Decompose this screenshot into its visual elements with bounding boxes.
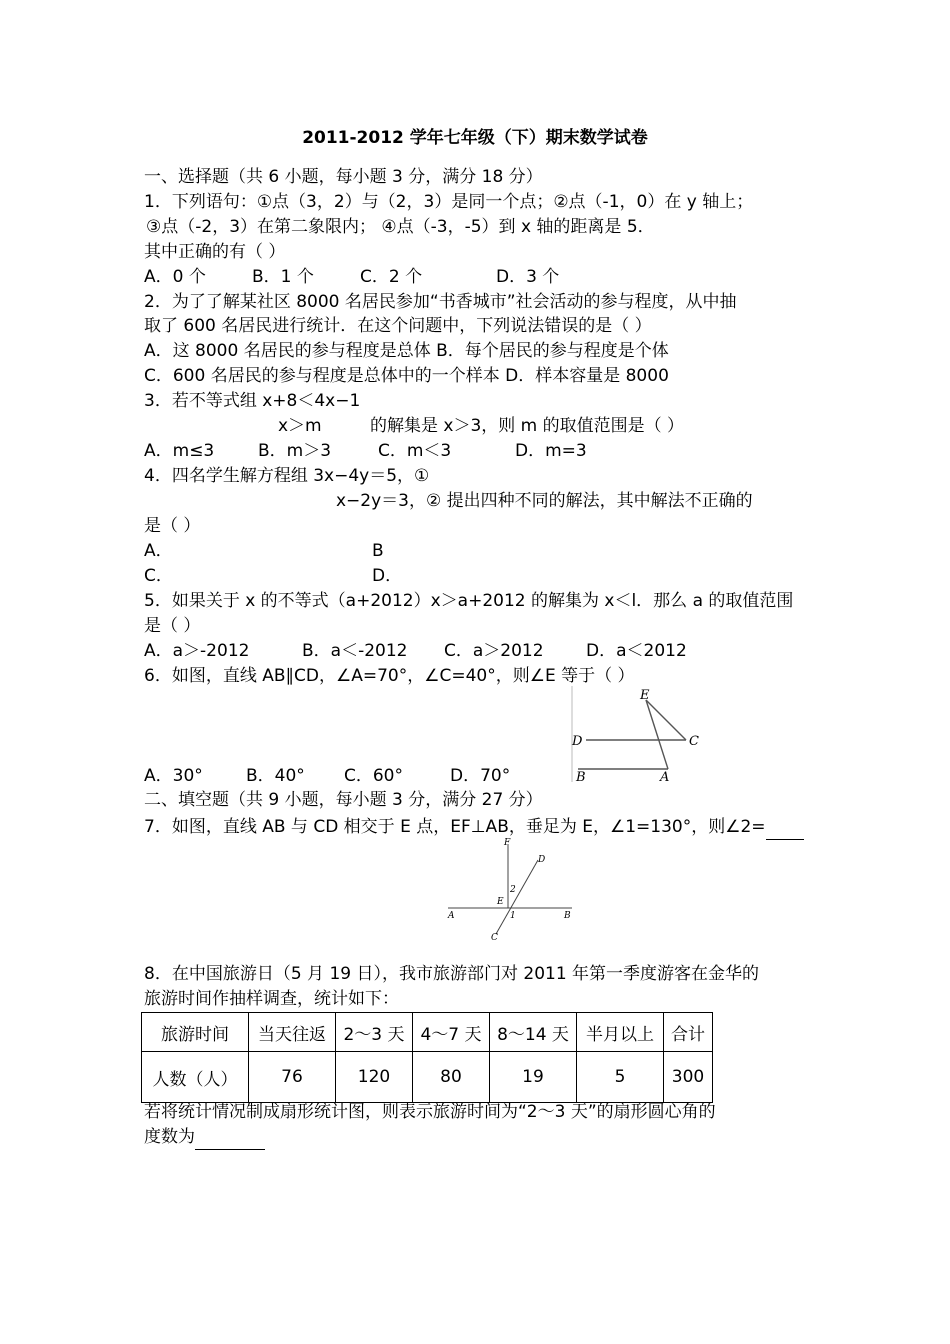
q8-line1: 8．在中国旅游日（5 月 19 日），我市旅游部门对 2011 年第一季度游客在金华的 — [144, 964, 760, 984]
table-cell: 76 — [249, 1052, 336, 1103]
q6-option-b: B．40° — [246, 766, 305, 786]
q7-label-c: C — [491, 933, 498, 942]
q7-label-d: D — [538, 855, 546, 865]
q6-label-c: C — [689, 734, 699, 749]
table-header-cell: 合计 — [664, 1013, 713, 1052]
q6-option-a: A．30° — [144, 766, 203, 786]
table-cell: 120 — [336, 1052, 413, 1103]
q3-option-c: C．m＜3 — [378, 441, 452, 461]
q5-option-c: C．a＞2012 — [444, 641, 544, 661]
q6-label-d: D — [572, 734, 583, 749]
table-cell: 80 — [413, 1052, 490, 1103]
table-row — [142, 1052, 713, 1103]
section1-heading: 一、选择题（共 6 小题，每小题 3 分，满分 18 分） — [144, 167, 543, 187]
q5-option-b: B．a＜-2012 — [302, 641, 408, 661]
q8-line2: 旅游时间作抽样调查，统计如下： — [144, 989, 399, 1009]
q6-figure — [562, 684, 712, 784]
q7-label-b: B — [564, 911, 571, 921]
table-cell: 人数（人） — [142, 1052, 249, 1103]
q4-option-a: A． — [144, 541, 173, 561]
q8-stats-table — [141, 1012, 713, 1103]
q3-line1: 3．若不等式组 x+8＜4x−1 — [144, 391, 361, 411]
q4-line1: 4．四名学生解方程组 3x−4y＝5，① — [144, 466, 430, 486]
q7-label-f: F — [504, 838, 511, 848]
table-header-cell: 半月以上 — [577, 1013, 664, 1052]
q3-option-b: B．m＞3 — [258, 441, 332, 461]
q7-label-a: A — [448, 911, 455, 921]
q4-line2: x−2y＝3，② 提出四种不同的解法，其中解法不正确的 — [336, 491, 753, 511]
q1-option-b: B．1 个 — [252, 267, 314, 287]
page-title: 2011-2012 学年七年级（下）期末数学试卷 — [302, 128, 648, 148]
q7-label-e: E — [497, 897, 504, 907]
q2-line1: 2．为了了解某社区 8000 名居民参加“书香城市”社会活动的参与程度，从中抽 — [144, 292, 737, 312]
q4-option-b: B — [372, 541, 384, 561]
q7-text: 7．如图，直线 AB 与 CD 相交于 E 点，EF⊥AB，垂足为 E，∠1=130°，则∠2= — [144, 817, 766, 837]
q6-label-b: B — [576, 770, 586, 784]
q1-line2: ③点（-2，3）在第二象限内； ④点（-3，-5）到 x 轴的距离是 5． — [146, 217, 655, 237]
q8-line4-wrap — [144, 1125, 265, 1150]
q3-option-a: A．m≤3 — [144, 441, 215, 461]
table-header-cell: 8～14 天 — [490, 1013, 577, 1052]
q2-line2: 取了 600 名居民进行统计．在这个问题中，下列说法错误的是（ ） — [144, 316, 652, 336]
table-cell: 300 — [664, 1052, 713, 1103]
table-header-cell: 当天往返 — [249, 1013, 336, 1052]
q8-line4: 度数为 — [144, 1127, 195, 1147]
q7-label-2: 2 — [510, 885, 516, 895]
q3-line2b: 的解集是 x＞3，则 m 的取值范围是（ ） — [370, 416, 685, 436]
q4-option-c: C． — [144, 566, 173, 586]
q8-answer-blank[interactable] — [195, 1125, 265, 1150]
q1-option-d: D．3 个 — [496, 267, 560, 287]
q5-option-d: D．a＜2012 — [586, 641, 687, 661]
q7-label-1: 1 — [510, 911, 516, 921]
q6-label-e: E — [640, 688, 650, 703]
q4-line3: 是（ ） — [144, 516, 201, 536]
q7-answer-blank[interactable] — [766, 815, 804, 840]
q1-option-c: C．2 个 — [360, 267, 423, 287]
q3-option-d: D．m=3 — [515, 441, 587, 461]
table-header-cell: 旅游时间 — [142, 1013, 249, 1052]
q6-option-d: D．70° — [450, 766, 511, 786]
q6-line1: 6．如图，直线 AB∥CD，∠A=70°，∠C=40°，则∠E 等于（ ） — [144, 666, 635, 686]
q2-line3: A．这 8000 名居民的参与程度是总体 B．每个居民的参与程度是个体 — [144, 341, 669, 361]
table-header-cell: 4～7 天 — [413, 1013, 490, 1052]
q4-option-d: D． — [372, 566, 403, 586]
q5-line2: 是（ ） — [144, 616, 201, 636]
q1-option-a: A．0 个 — [144, 267, 206, 287]
q6-label-a: A — [660, 770, 670, 784]
q1-line1: 1．下列语句：①点（3，2）与（2，3）是同一个点；②点（-1，0）在 y 轴上； — [144, 192, 754, 212]
table-header-cell: 2～3 天 — [336, 1013, 413, 1052]
q6-option-c: C．60° — [344, 766, 404, 786]
q1-line3: 其中正确的有（ ） — [144, 242, 286, 262]
q2-line4: C．600 名居民的参与程度是总体中的一个样本 D．样本容量是 8000 — [144, 366, 669, 386]
q8-line3: 若将统计情况制成扇形统计图，则表示旅游时间为“2～3 天”的扇形圆心角的 — [144, 1102, 716, 1122]
table-header-row — [142, 1013, 713, 1052]
section2-heading: 二、填空题（共 9 小题，每小题 3 分，满分 27 分） — [144, 790, 543, 810]
table-cell: 19 — [490, 1052, 577, 1103]
q5-option-a: A．a＞-2012 — [144, 641, 250, 661]
table-cell: 5 — [577, 1052, 664, 1103]
q3-line2a: x＞m — [278, 416, 322, 436]
q5-line1: 5．如果关于 x 的不等式（a+2012）x＞a+2012 的解集为 x＜l．那么 a 的取值范围 — [144, 591, 794, 611]
q7-figure — [444, 834, 578, 942]
